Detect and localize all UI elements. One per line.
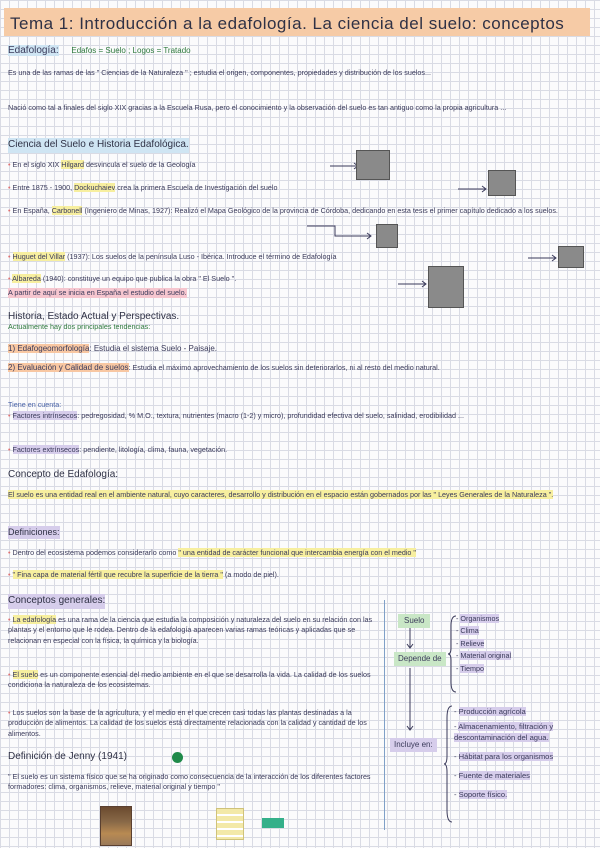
divider: [384, 600, 385, 830]
portrait-hilgard: [356, 150, 390, 180]
jenny-text: " El suelo es un sistema físico que se ha originado como consecuencia de la interacción de los diferentes factores formadores: clima, organismos, relieve, material original y tiempo ": [8, 772, 371, 792]
factores-extrinsecos: • Factores extrínsecos: pendiente, litología, clima, fauna, vegetación.: [8, 445, 228, 454]
green-dot: [172, 752, 183, 763]
brace-icon: [444, 704, 454, 824]
historia-item: • Entre 1875 - 1900, Dockuchaiev crea la primera Escuela de Investigación del suelo: [8, 183, 278, 192]
arrow-icon: [396, 278, 430, 290]
factors-diagram-image: [216, 808, 244, 840]
tendencia-1: 1) Edafogeomorfología: Estudia el sistema Suelo - Paisaje.: [8, 344, 218, 353]
historia-item: • En España, Carbonell (Ingeniero de Minas, 1927): Realizó el Mapa Geológico de la provincia de Córdoba, dedicando en esta tesis el primer capítulo dedicado a los suelos.: [8, 206, 558, 215]
arrow-icon: [456, 183, 490, 195]
general-1: • La edafología es una rama de la ciencia que estudia la composición y naturaleza del suelo en su relación con las plantas y el entorno que le rodea. Dentro de la edafología aparecen varias ramas teóricas y aplicadas que se relacionan en especial con la física, la química y la biología.: [8, 615, 373, 645]
historia-heading: Ciencia del Suelo e Historia Edafológica.: [8, 138, 189, 153]
definicion-1: • Dentro del ecosistema podemos considerarlo como " una entidad de carácter funcional que intercambia energía con el medio ": [8, 548, 416, 557]
diagram-incluye: Incluye en:: [390, 738, 437, 752]
factors-diagram-box: [262, 818, 284, 828]
general-3: • Los suelos son la base de la agricultura, y el medio en el que crecen casi todas las plantas destinadas a la producción de alimentos. La calidad de los suelos está directamente relacionada con la calidad y cantidad de los alimentos.: [8, 708, 367, 738]
concepto-heading: Concepto de Edafología:: [8, 469, 119, 480]
edafologia-line: [8, 44, 191, 59]
diagram-suelo: Suelo: [398, 614, 430, 628]
title-banner: [4, 8, 590, 36]
perspectivas-sub: Actualmente hay dos principales tendencias:: [8, 322, 151, 331]
page-title: Tema 1: Introducción a la edafología. La ciencia del suelo: conceptos: [10, 14, 565, 33]
arrow-down-icon: [404, 626, 416, 652]
intro-paragraph-2: Nació como tal a finales del siglo XIX gracias a la Escuela Rusa, pero el conocimiento y la observación del suelo es tan antiguo como la propia agricultura ...: [8, 103, 507, 112]
historia-item: • Albareda (1940): constituye un equipo que publica la obra " El Suelo ".: [8, 274, 237, 283]
generales-heading: Conceptos generales:: [8, 594, 105, 609]
historia-note: A partir de aquí se inicia en España el estudio del suelo.: [8, 288, 187, 297]
arrow-icon: [305, 222, 375, 242]
tendencia-2: 2) Evaluación y Calidad de suelos: Estudia el máximo aprovechamiento de los suelos sin deteriorarlos, ni al resto del medio natural.: [8, 363, 440, 372]
portrait-albareda: [428, 266, 464, 308]
diagram-depende: Depende de: [394, 652, 446, 666]
portrait-huguet: [558, 246, 584, 268]
perspectivas-heading: Historia, Estado Actual y Perspectivas.: [8, 311, 180, 322]
historia-item: • En el siglo XIX Hilgard desvincula el suelo de la Geología: [8, 160, 196, 169]
portrait-carbonell: [376, 224, 398, 248]
historia-item: • Huguet del Villar (1937): Los suelos de la península Luso - Ibérica. Introduce el término de Edafología: [8, 252, 337, 261]
intro-paragraph-1: Es una de las ramas de las " Ciencias de la Naturaleza " ; estudia el origen, componentes, propiedades y distribución de los suelos...: [8, 68, 432, 77]
arrow-down-icon: [404, 666, 416, 734]
concepto-text: El suelo es una entidad real en el ambiente natural, cuyo caracteres, desarrollo y distribución en el espacio están gobernados por las " Leyes Generales de la Naturaleza ".: [8, 490, 554, 499]
general-2: • El suelo es un componente esencial del medio ambiente en el que se desarrolla la vida. La calidad de los suelos condiciona la naturaleza de los ecosistemas.: [8, 670, 371, 690]
tiene-label: Tiene en cuenta:: [8, 400, 62, 409]
portrait-dockuchaiev: [488, 170, 516, 196]
depende-list: - Organismos - Clima - Relieve - Material original - Tiempo: [456, 614, 512, 673]
soil-profile-image: [100, 806, 132, 846]
factores-intrinsecos: • Factores intrínsecos: pedregosidad, % M.O., textura, nutrientes (macro (1-2) y micro), profundidad efectiva del suelo, salinidad, erodibilidad ...: [8, 411, 464, 420]
arrow-icon: [526, 252, 560, 264]
definiciones-heading: Definiciones:: [8, 526, 60, 539]
jenny-heading: Definición de Jenny (1941): [8, 751, 127, 762]
definicion-2: • " Fina capa de material fértil que recubre la superficie de la tierra " (a modo de piel).: [8, 570, 279, 579]
edafologia-etym: Edafos = Suelo ; Logos = Tratado: [71, 46, 191, 55]
incluye-list: - Producción agrícola - Almacenamiento, filtración y descontaminación del agua. - Hábitat para los organismos - Fuente de materiales - Soporte físico.: [454, 707, 554, 799]
edafologia-label: Edafología:: [8, 45, 59, 56]
